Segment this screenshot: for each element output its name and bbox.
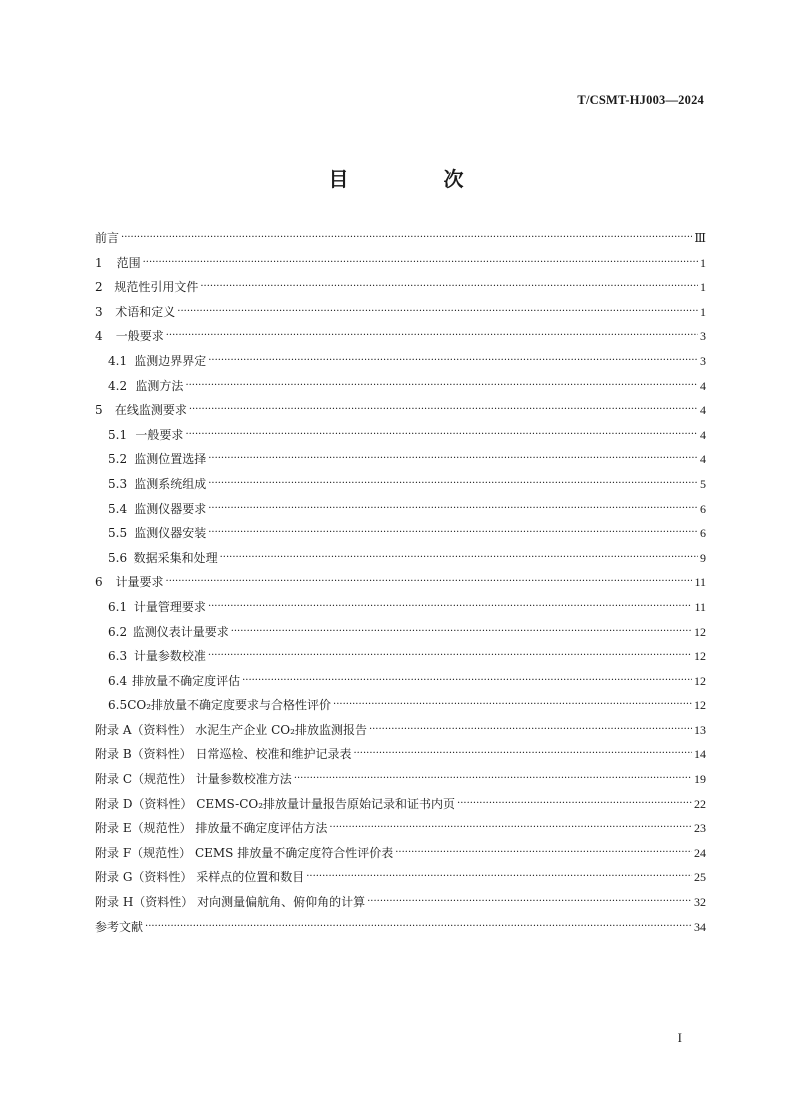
toc-entry-label: 一般要求 (115, 329, 164, 344)
toc-dot-leader (166, 327, 698, 345)
toc-entry-label: 规范性引用文件 (114, 280, 199, 295)
toc-entry-page: 34 (694, 919, 706, 934)
toc-entry[interactable] (95, 696, 706, 721)
toc-entry[interactable] (95, 893, 706, 918)
toc-entry-page: 32 (694, 895, 706, 910)
toc-entry-label: 监测边界界定 (134, 353, 207, 368)
toc-entry[interactable] (95, 918, 706, 943)
toc-dot-leader (369, 721, 692, 739)
toc-entry-label: 前言 (95, 231, 120, 245)
toc-entry[interactable] (95, 868, 706, 893)
toc-dot-leader (208, 647, 692, 665)
toc-entry-number: 5 (95, 403, 103, 418)
toc-entry-label: 一般要求 (135, 427, 184, 442)
toc-entry[interactable] (95, 549, 706, 574)
toc-entry-number: 5.3 (108, 476, 128, 491)
toc-entry[interactable] (95, 278, 706, 303)
toc-dot-leader (457, 795, 692, 813)
toc-entry[interactable] (95, 672, 706, 697)
toc-entry[interactable] (95, 770, 706, 795)
toc-entry-label: 监测位置选择 (134, 452, 207, 467)
toc-entry[interactable] (95, 721, 706, 746)
toc-dot-leader (143, 254, 698, 272)
toc-entry-number: 6.3 (108, 649, 128, 664)
toc-entry[interactable] (95, 426, 706, 451)
toc-entry-page: 12 (694, 624, 706, 639)
toc-entry-label: 计量要求 (115, 575, 164, 590)
toc-dot-leader (185, 377, 698, 395)
toc-dot-leader (294, 770, 692, 788)
toc-entry-label: 附录 E（规范性） 排放量不确定度评估方法 (95, 821, 328, 836)
toc-entry-page: 3 (700, 353, 706, 368)
page-number: I (677, 1030, 682, 1045)
toc-dot-leader (208, 450, 698, 468)
toc-entry-number: 6.2 (108, 624, 128, 639)
toc-entry-page: 12 (694, 649, 706, 664)
toc-entry-page: 9 (700, 550, 706, 565)
toc-dot-leader (329, 819, 692, 837)
toc-entry-page: 1 (700, 280, 706, 295)
toc-entry-label: 数据采集和处理 (133, 550, 218, 565)
toc-dot-leader (166, 573, 693, 591)
toc-dot-leader (121, 229, 692, 247)
toc-entry-page: 1 (700, 255, 706, 270)
toc-entry-page: 14 (694, 747, 706, 762)
toc-entry-label: 附录 D（资料性） CEMS-CO₂排放量计量报告原始记录和证书内页 (95, 796, 456, 811)
toc-entry[interactable] (95, 450, 706, 475)
toc-entry-number: 5.6 (108, 550, 128, 565)
toc-entry-page: 11 (694, 599, 706, 614)
toc-dot-leader (189, 401, 698, 419)
toc-dot-leader (353, 745, 692, 763)
toc-entry-page: 13 (694, 722, 706, 737)
toc-entry-page: 4 (700, 452, 706, 467)
toc-dot-leader (208, 475, 698, 493)
toc-entry-page: 23 (694, 821, 706, 836)
toc-dot-leader (333, 696, 692, 714)
toc-entry-label: 监测系统组成 (134, 476, 207, 491)
toc-entry-page: 4 (700, 403, 706, 418)
toc-entry[interactable] (95, 500, 706, 525)
toc-entry-label: 术语和定义 (115, 304, 176, 319)
toc-dot-leader (185, 426, 698, 444)
toc-entry-label: 排放量不确定度评估 (132, 673, 241, 688)
toc-entry-page: 6 (700, 501, 706, 516)
toc-entry[interactable] (95, 327, 706, 352)
toc-entry-page: 5 (700, 476, 706, 491)
toc-entry[interactable] (95, 844, 706, 869)
toc-entry-page: 4 (700, 427, 706, 442)
toc-entry-page: 6 (700, 526, 706, 541)
toc-dot-leader (177, 303, 698, 321)
toc-entry[interactable] (95, 623, 706, 648)
toc-entry[interactable] (95, 819, 706, 844)
toc-entry-label: 在线监测要求 (114, 403, 187, 418)
toc-entry-number: 6.5 (108, 698, 128, 713)
toc-entry-page: 24 (694, 845, 706, 860)
toc-entry-page: 22 (694, 796, 706, 811)
toc-dot-leader (231, 623, 692, 641)
toc-dot-leader (208, 524, 698, 542)
toc-entry[interactable] (95, 745, 706, 770)
toc-entry[interactable] (95, 377, 706, 402)
toc-entry-page: 19 (694, 772, 706, 787)
toc-entry-page: 11 (694, 575, 706, 590)
toc-entry-label: 附录 F（规范性） CEMS 排放量不确定度符合性评价表 (95, 845, 394, 860)
toc-entry-label: 附录 C（规范性） 计量参数校准方法 (95, 772, 292, 787)
toc-entry-page: 4 (700, 378, 706, 393)
toc-entry-label: 附录 B（资料性） 日常巡检、校准和维护记录表 (95, 747, 352, 762)
toc-entry-label: CO₂排放量不确定度要求与合格性评价 (127, 698, 332, 713)
toc-entry-label: 计量管理要求 (133, 599, 206, 614)
toc-entry-number: 5.2 (108, 452, 128, 467)
toc-entry-number: 4.2 (108, 378, 128, 393)
toc-entry-number: 6.4 (108, 673, 128, 688)
toc-dot-leader (208, 500, 698, 518)
toc-entry-number: 5.1 (108, 427, 128, 442)
toc-entry[interactable] (95, 229, 706, 254)
toc-entry-number: 1 (95, 255, 103, 270)
toc-entry-label: 监测仪器安装 (134, 526, 207, 541)
toc-entry-number: 6.1 (108, 599, 128, 614)
toc-entry[interactable] (95, 303, 706, 328)
toc-entry-number: 4.1 (108, 353, 128, 368)
toc-dot-leader (242, 672, 692, 690)
toc-entry[interactable] (95, 401, 706, 426)
document-code: T/CSMT-HJ003—2024 (577, 93, 704, 107)
toc-dot-leader (306, 868, 692, 886)
toc-dot-leader (145, 918, 692, 936)
toc-entry-number: 3 (95, 304, 103, 319)
toc-entry-page: 25 (694, 870, 706, 885)
table-of-contents (95, 229, 706, 942)
toc-entry-page: 1 (700, 304, 706, 319)
toc-entry-label: 监测仪表计量要求 (132, 624, 229, 639)
toc-entry[interactable] (95, 475, 706, 500)
toc-entry-page: Ⅲ (694, 231, 706, 245)
page-title: 目 次 (328, 167, 508, 191)
toc-entry[interactable] (95, 254, 706, 279)
toc-entry-label: 附录 G（资料性） 采样点的位置和数目 (95, 870, 305, 885)
toc-entry-label: 范围 (116, 255, 141, 270)
toc-entry[interactable] (95, 795, 706, 820)
toc-dot-leader (208, 352, 698, 370)
toc-entry-page: 3 (700, 329, 706, 344)
toc-entry-number: 5.5 (108, 526, 128, 541)
toc-entry[interactable] (95, 573, 706, 598)
toc-entry-number: 6 (95, 575, 103, 590)
toc-entry-label: 参考文献 (95, 919, 144, 934)
toc-dot-leader (367, 893, 692, 911)
toc-dot-leader (208, 598, 693, 616)
toc-dot-leader (395, 844, 692, 862)
toc-entry-number: 5.4 (108, 501, 128, 516)
toc-entry[interactable] (95, 524, 706, 549)
toc-entry-label: 监测方法 (135, 378, 184, 393)
toc-entry-label: 附录 H（资料性） 对向测量偏航角、俯仰角的计算 (95, 895, 366, 910)
toc-entry-label: 附录 A（资料性） 水泥生产企业 CO₂排放监测报告 (95, 722, 367, 737)
toc-entry-page: 12 (694, 698, 706, 713)
toc-entry-label: 监测仪器要求 (134, 501, 207, 516)
toc-entry[interactable] (95, 598, 706, 623)
toc-entry-number: 4 (95, 329, 103, 344)
toc-dot-leader (200, 278, 698, 296)
toc-entry-label: 计量参数校准 (133, 649, 206, 664)
toc-dot-leader (220, 549, 698, 567)
toc-entry[interactable] (95, 352, 706, 377)
toc-entry-number: 2 (95, 280, 103, 295)
toc-entry[interactable] (95, 647, 706, 672)
toc-entry-page: 12 (694, 673, 706, 688)
